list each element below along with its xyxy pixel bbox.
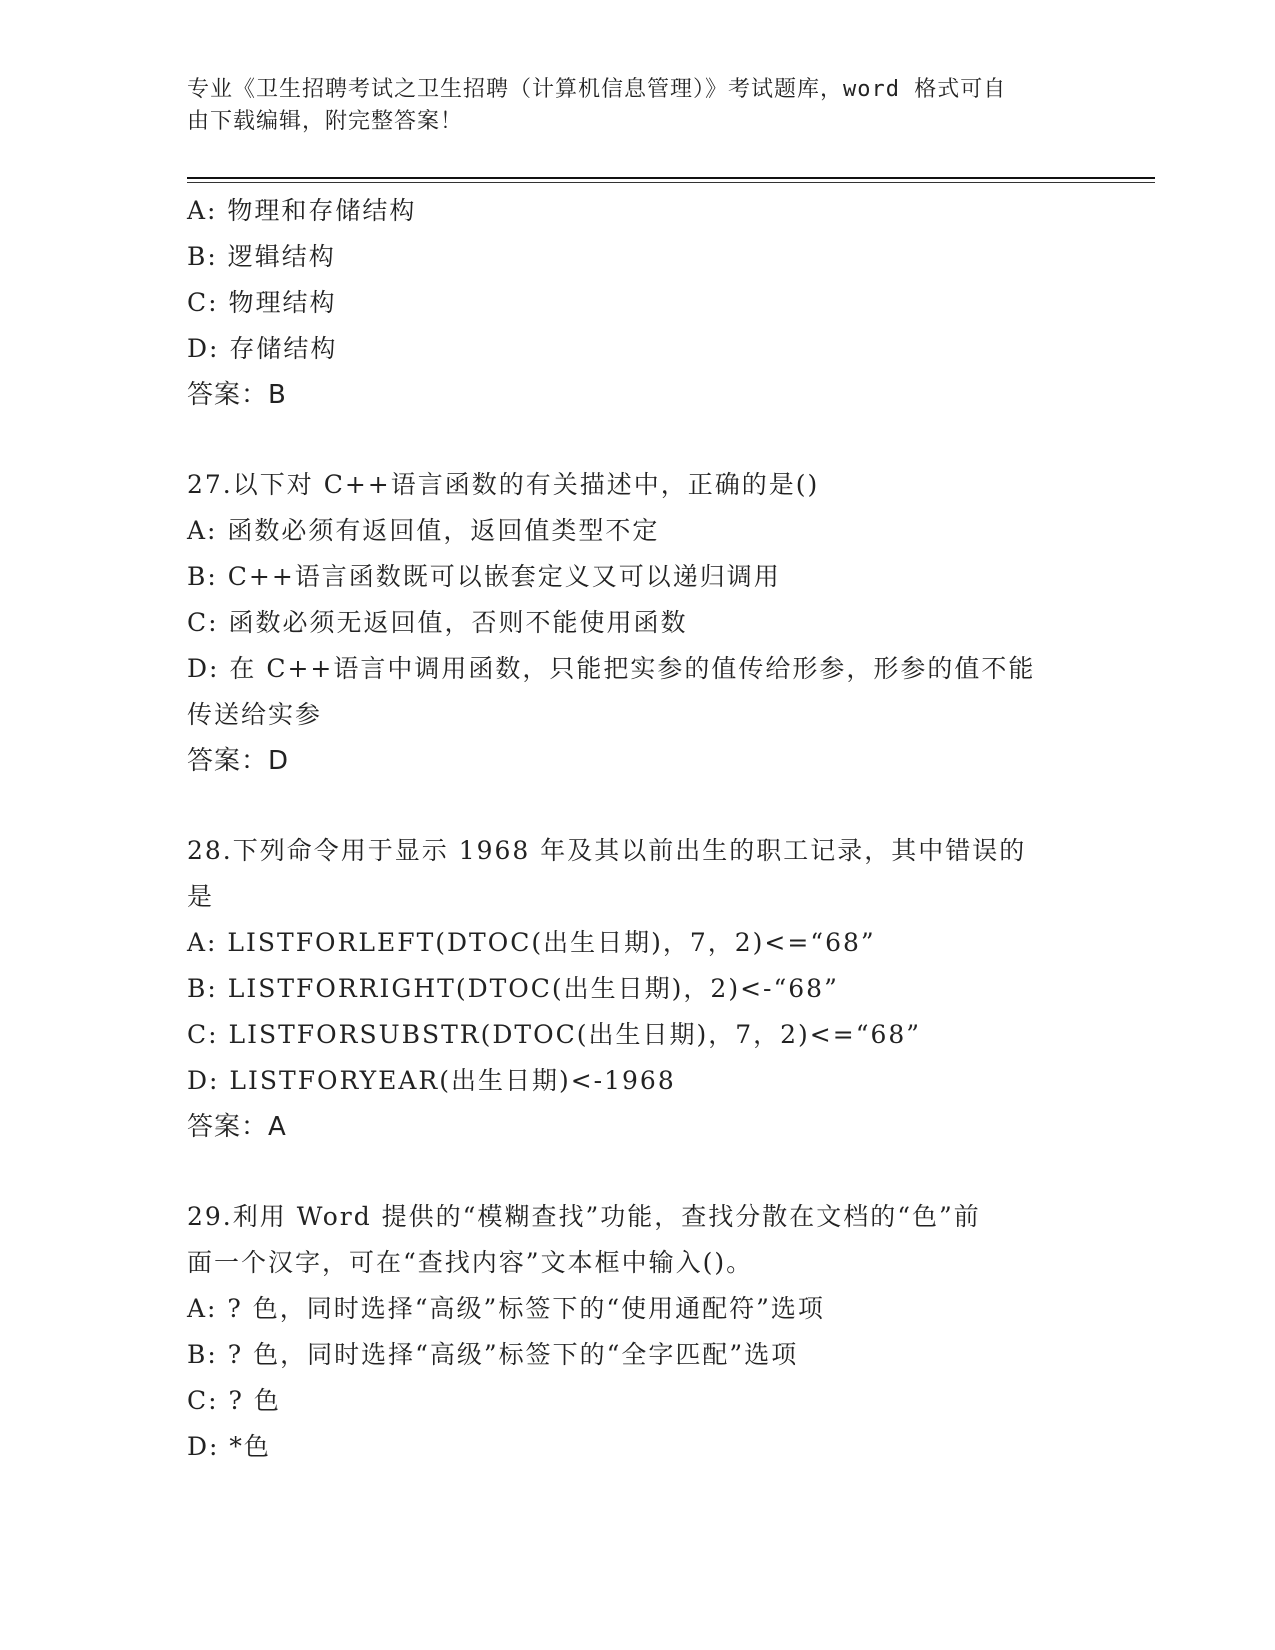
header-title-line-1: 专业《卫生招聘考试之卫生招聘（计算机信息管理）》考试题库，word 格式可自 <box>187 77 1007 102</box>
q26-option-b: B: 逻辑结构 <box>187 242 336 271</box>
q28-option-a: A: LISTFORLEFT(DTOC(出生日期)，7，2)<=“68” <box>187 928 876 957</box>
q29-question-line-2: 面一个汉字，可在“查找内容”文本框中输入()。 <box>187 1248 754 1277</box>
q26-option-d: D: 存储结构 <box>187 334 338 363</box>
spacer <box>187 1150 1067 1194</box>
document-header <box>187 74 1067 138</box>
spacer <box>187 784 1067 828</box>
q29-option-d: D: *色 <box>187 1432 271 1461</box>
q27-option-d: D: 在 C++语言中调用函数，只能把实参的值传给形参，形参的值不能 <box>187 654 1036 683</box>
q27-option-b: B: C++语言函数既可以嵌套定义又可以递归调用 <box>187 562 781 591</box>
q29-option-c: C: ? 色 <box>187 1386 281 1415</box>
q27-option-c: C: 函数必须无返回值，否则不能使用函数 <box>187 608 688 637</box>
q28-option-b: B: LISTFORRIGHT(DTOC(出生日期)，2)<-“68” <box>187 974 839 1003</box>
q27-option-d-continued: 传送给实参 <box>187 700 323 729</box>
q27-option-a: A: 函数必须有返回值，返回值类型不定 <box>187 516 660 545</box>
q27-question: 27.以下对 C++语言函数的有关描述中，正确的是() <box>187 470 820 499</box>
q28-answer: 答案：A <box>187 1112 287 1142</box>
q26-answer: 答案：B <box>187 380 287 410</box>
q27-answer: 答案：D <box>187 746 290 776</box>
q28-question-line-1: 28.下列命令用于显示 1968 年及其以前出生的职工记录，其中错误的 <box>187 836 1027 865</box>
header-title-line-2: 由下载编辑，附完整答案！ <box>187 109 464 134</box>
q29-option-b: B: ? 色，同时选择“高级”标签下的“全字匹配”选项 <box>187 1340 799 1369</box>
q26-option-c: C: 物理结构 <box>187 288 337 317</box>
question-27 <box>187 462 1067 784</box>
header-divider-thick <box>187 177 1155 179</box>
q28-question-line-2: 是 <box>187 882 215 911</box>
question-26 <box>187 188 1067 418</box>
q26-option-a: A: 物理和存储结构 <box>187 196 417 225</box>
q29-question-line-1: 29.利用 Word 提供的“模糊查找”功能，查找分散在文档的“色”前 <box>187 1202 981 1231</box>
spacer <box>187 418 1067 462</box>
question-28 <box>187 828 1067 1150</box>
header-divider-thin <box>187 182 1155 183</box>
q28-option-c: C: LISTFORSUBSTR(DTOC(出生日期)，7，2)<=“68” <box>187 1020 922 1049</box>
q29-option-a: A: ? 色，同时选择“高级”标签下的“使用通配符”选项 <box>187 1294 825 1323</box>
q28-option-d: D: LISTFORYEAR(出生日期)<-1968 <box>187 1066 676 1095</box>
question-list <box>187 188 1067 1470</box>
question-29 <box>187 1194 1067 1470</box>
